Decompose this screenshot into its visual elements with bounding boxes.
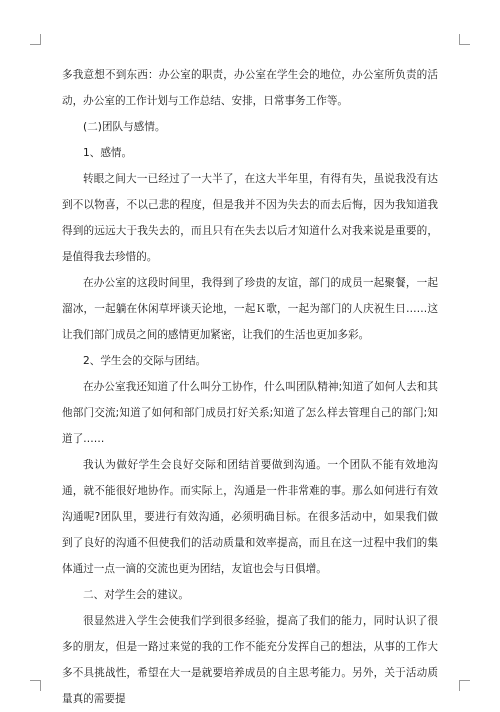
- subsection-heading: 1、感情。: [83, 147, 133, 159]
- page-corner-mark-top-right: [459, 34, 470, 45]
- page-corner-mark-top-left: [30, 34, 41, 45]
- subsection-heading: 2、学生会的交际与团结。: [83, 355, 207, 367]
- paragraph: 很显然进入学生会使我们学到很多经验，提高了我们的能力，同时认识了很多的朋友，但是一路过来觉的我的工作不能充分发挥自己的想法，从事的工作大多不具挑战性，希望在大一是就要培养成员的自主思考能力。另外，关于活动质量真的需要提: [62, 615, 438, 705]
- page-corner-mark-bottom-right: [459, 680, 470, 691]
- paragraph: 转眼之间大一已经过了一大半了，在这大半年里，有得有失，虽说我没有达到不以物喜，不以己悲的程度，但是我并不因为失去的而去后悔，因为我知道我得到的远远大于我失去的，而且只有在失去以后才知道什么对我来说是重要的，是值得我去珍惜的。: [62, 173, 438, 263]
- page-corner-mark-bottom-left: [30, 680, 41, 691]
- paragraph: 在办公室的这段时间里，我得到了珍贵的友谊，部门的成员一起聚餐，一起溜冰，一起躺在休闲草坪谈天论地，一起Ｋ歌，一起为部门的人庆祝生日……这让我们部门成员之间的感情更加紧密，让我们的生活也更加多彩。: [62, 277, 438, 341]
- paragraph: 多我意想不到东西：办公室的职责，办公室在学生会的地位，办公室所负责的活动，办公室的工作计划与工作总结、安排，日常事务工作等。: [62, 69, 438, 107]
- paragraph: 在办公室我还知道了什么叫分工协作，什么叫团队精神;知道了如何人去和其他部门交流;知道了如何和部门成员打好关系;知道了怎么样去管理自己的部门;知道了……: [62, 381, 438, 445]
- paragraph: 我认为做好学生会良好交际和团结首要做到沟通。一个团队不能有效地沟通，就不能很好地协作。而实际上，沟通是一件非常难的事。那么如何进行有效沟通呢?团队里，要进行有效沟通，必须明确目标。在很多活动中，如果我们做到了良好的沟通不但使我们的活动质量和效率提高，而且在这一过程中我们的集体通过一点一滴的交流也更为团结，友谊也会与日俱增。: [62, 459, 438, 575]
- document-body: [62, 62, 438, 712]
- section-heading: (二)团队与感情。: [83, 121, 166, 133]
- section-heading: 二、对学生会的建议。: [83, 589, 189, 601]
